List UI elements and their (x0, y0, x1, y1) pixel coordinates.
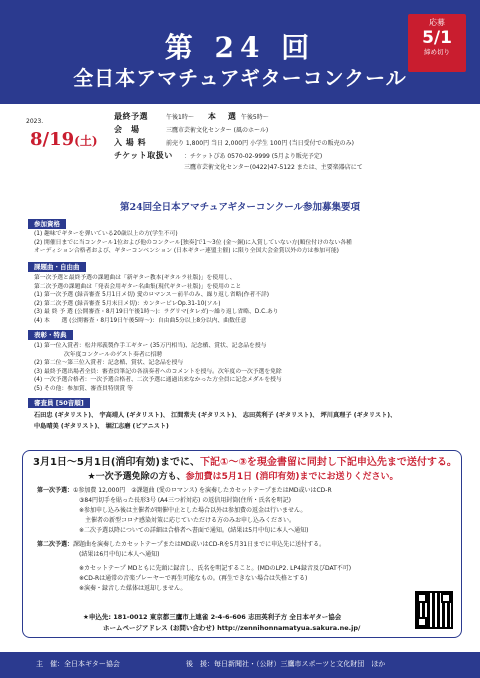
schedule-row-fee (114, 138, 466, 151)
awards-text (34, 342, 466, 394)
judges-tag: 審査員 [50音順] (28, 398, 90, 408)
judges-line: 中島晴美 (ギタリスト)、 堀江志磨 (ピアニスト) (34, 423, 169, 430)
header-banner (0, 0, 480, 104)
eligibility-tag: 参加資格 (28, 219, 66, 229)
homepage-link[interactable]: ホームページアドレス (お問い合わせ) http://zennihonnamatyua.sakura.ne.jp/ (103, 624, 361, 632)
subheadline-fee-notice: 参加費は5月1日 (消印有効)までにお送りください。 (185, 472, 399, 482)
qr-code[interactable] (415, 591, 453, 629)
eligibility-text (34, 230, 466, 256)
pieces-line: (4) 本 選 (公開審査・8月19日午後5時～)：自由曲5分以上8分以内、曲数任意 (34, 317, 247, 324)
venue-value: 三鷹市芸術文化センター (風のホール) (166, 127, 269, 134)
eligibility-line: (1) 趣味でギターを弾いている20歳以上の方(学生不可) (34, 231, 178, 237)
application-headline (33, 456, 457, 469)
judges-text (34, 410, 466, 432)
event-year: 2023. (26, 118, 44, 125)
pieces-line: 第二次予選の課題曲は「発表会用ギター名曲集(現代ギター社版)」を使用のこと (34, 283, 242, 290)
main-label: 本 選 (207, 112, 238, 121)
deadline-date: 5/1 (422, 28, 452, 49)
section-title: 第24回全日本アマチュアギターコンクール参加募集要項 (119, 202, 361, 213)
awards-line: 次年度コンクールのゲスト奏者に招聘 (64, 351, 163, 358)
application-address: ★申込先: 181-0012 東京都三鷹市上連雀 2-4-6-606 志田英利子方 全日本ギター協会 (83, 613, 342, 621)
pieces-line: (3) 最 終 予 選 (公開審査・8月19日午後1時～)：ラグリマ(タレガ)～繰り返し省略、D.C.あり (34, 309, 279, 316)
pieces-line: (1) 第一次予選 (録音審査 5月1日メ切) 愛のロマンス－前半のみ、繰り返し省略(作者不詳) (34, 292, 270, 299)
round1-line2: ③84円切手を貼った長形3号 (A4三つ折対応) の返信用封筒(住所・氏名を明記) (79, 497, 291, 504)
awards-line: (4) 一次予選合格者：一次予選合格者、二次予選に通過出来なかった方全員に記念メダルを授与 (34, 377, 282, 384)
note-line: ※カセットテープ MDともに先頭に録音し、氏名を明記すること。(MDのLP2. LP4録音及びDAT不可) (79, 565, 352, 572)
pieces-text (34, 274, 466, 326)
deadline-label: 応募 (429, 18, 445, 27)
ticket-value1: ：チケットぴあ 0570-02-9999 (5月より販売予定) (184, 153, 323, 160)
headline-instruction: 下記①～③を現金書留に同封し下記申込先まで送付する。 (199, 457, 457, 468)
schedule-row-ticket (114, 151, 466, 164)
application-box (22, 450, 462, 638)
final-label: 最終予選 (114, 112, 148, 121)
deadline-badge (408, 14, 466, 72)
round1-label: 第一次予選： (37, 487, 74, 494)
footer-banner (0, 652, 480, 678)
round2-label: 第二次予選： (37, 541, 74, 548)
fee-label: 入 場 料 (114, 138, 147, 147)
round1-line4: 主催者の新型コロナ感染対策に応じていただける方のみお申し込みください。 (85, 517, 296, 524)
note-line: ※演奏・録音した媒体は返却しません。 (79, 585, 187, 592)
venue-label: 会 場 (114, 125, 140, 134)
pieces-line: 第一次予選と最終予選の課題曲は「新ギター教本(ギタルラ社版)」を使用し、 (34, 275, 236, 281)
sponsor-text: 後 援：毎日新聞社・（公財）三鷹市スポーツと文化財団 ほか (186, 660, 386, 668)
subheadline-pre: ★一次予選免除の方も、 (87, 472, 186, 482)
event-date (30, 128, 98, 151)
pieces-tag: 課題曲・自由曲 (28, 262, 86, 272)
eligibility-line: オーディション合格者および、ギターコンベンション (日本ギター連盟主催) に限り全国大会金賞以外の方は参加可能) (34, 248, 339, 255)
round1-line5: ※二次予選以降についての詳細は合格者へ書面で通知。(結果は5月中旬に本人へ通知) (79, 527, 309, 534)
fee-value: 前売り 1,800円 当日 2,000円 小学生 100円 (当日受付での販売のみ) (166, 140, 354, 147)
eligibility-line: (2) 開催日までに当コンクール1位および他のコンクール[独奏]で1～3位 (金～銅)に入賞していない方(順位付けのない各種 (34, 239, 352, 246)
awards-line: (1) 第一位入賞者：松井邦義製作手工ギター (35万円相当)、記念楯、賞状、記念品を授与 (34, 343, 267, 349)
awards-line: (2) 第二位～第三位入賞者：記念楯、賞状、記念品を授与 (34, 360, 184, 367)
organizer-text: 主 催：全日本ギター協会 (36, 660, 120, 668)
judges-line: 石田忠 (ギタリスト)、 宇高靖人 (ギタリスト)、 江間常夫 (ギタリスト)、 志田英利子 (ギタリスト)、 坪川真理子 (ギタリスト)、 (34, 412, 397, 419)
event-weekday: (土) (74, 134, 98, 148)
headline-mid: までに、 (159, 457, 200, 468)
schedule-row-final (114, 112, 466, 125)
round2-line1: 第二次予選：課題曲を演奏したカセットテープまたはMD或いはCD-Rを5月31日までに申込先に送付する。 (37, 541, 326, 548)
awards-line: (5) その他：参加賞、審査員特別賞 等 (34, 385, 133, 392)
awards-tag: 表彰・特典 (28, 330, 73, 340)
headline-period: 3月1日～5月1日(消印有効) (33, 457, 160, 468)
final-time: 午後1時～ (166, 114, 194, 121)
ticket-label: チケット取扱い (114, 151, 173, 160)
schedule-row-ticket2 (114, 164, 466, 177)
pieces-line: (2) 第二次予選 (録音審査 5月末日メ切)：カンタービレOp.31-10(ソル) (34, 300, 221, 307)
schedule-row-venue (114, 125, 466, 138)
main-time: 午後5時～ (240, 114, 269, 121)
round1-line1: 第一次予選：①参加費 12,000円 ②課題曲 (愛のロマンス) を演奏したカセットテープまたはMD或いはCD-R (37, 487, 332, 494)
application-subheadline (33, 472, 453, 484)
round2-line2: (結果は6月中旬に本人へ通知) (79, 551, 160, 558)
title-contest: 全日本アマチュアギターコンクール (73, 66, 407, 90)
deadline-suffix: 締め切り (424, 48, 450, 57)
event-month: 8 (30, 129, 43, 150)
round1-line3: ※参加申し込み後は主催者が開催中止とした場合以外は参加費の返金は行いません。 (79, 507, 307, 514)
note-line: ※CD-Rは通常の音楽プレーヤーで再生可能なもの。(再生できない場合は失格とする) (79, 575, 308, 582)
event-day: /19 (42, 129, 75, 150)
schedule-block (26, 112, 466, 200)
ticket-value2: 三鷹市芸術文化センター(0422)47-5122 または、主要楽器店にて (184, 164, 363, 171)
awards-line: (3) 最終予選出場者全員：審査員筆記の各演奏者へのコメントを授与。次年度の一次予選を免除 (34, 368, 282, 375)
title-edition: 第 24 回 (164, 31, 316, 64)
